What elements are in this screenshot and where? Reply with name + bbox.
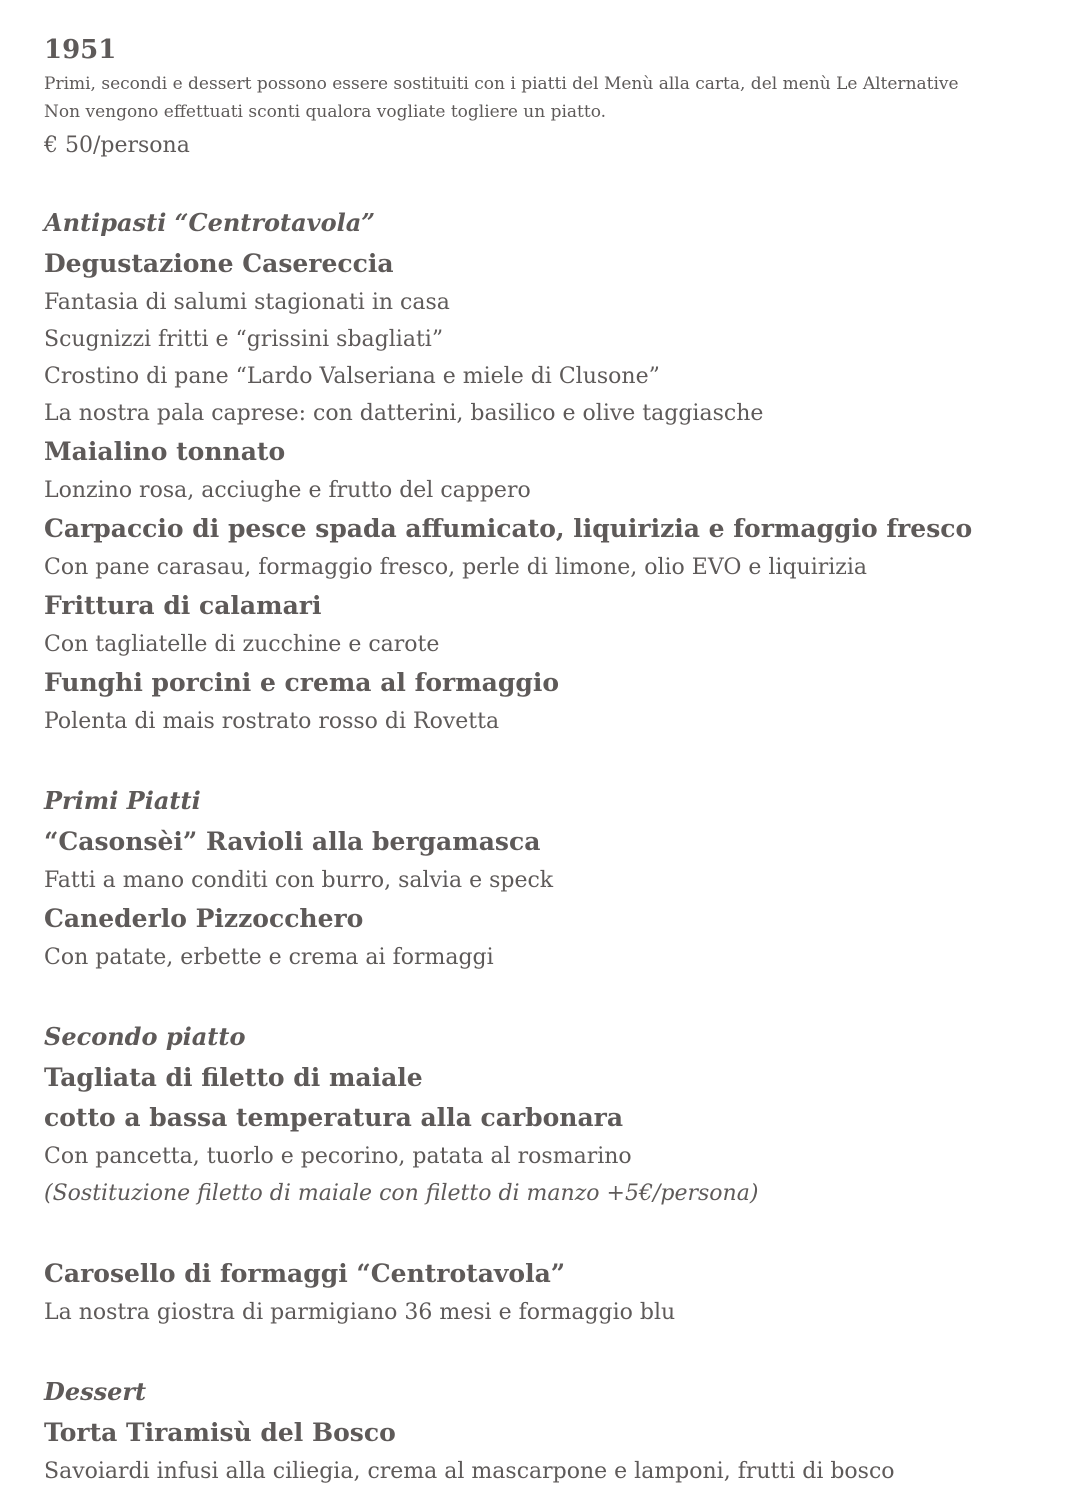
dish-description: La nostra pala caprese: con datterini, basilico e olive taggiasche [44, 401, 764, 426]
section-title: Primi Piatti [44, 786, 201, 815]
menu-price: € 50/persona [44, 133, 190, 158]
dish-description: Con tagliatelle di zucchine e carote [44, 632, 440, 657]
dish-name: Tagliata di filetto di maiale [44, 1063, 423, 1092]
dish-name: Degustazione Casereccia [44, 249, 394, 278]
dish [44, 244, 1044, 432]
menu-page [44, 30, 1044, 1490]
section-title: Dessert [44, 1377, 147, 1406]
dish-description: La nostra giostra di parmigiano 36 mesi e formaggio blu [44, 1300, 676, 1325]
dish [44, 1413, 1044, 1490]
dish [44, 899, 1044, 976]
dish-description: Crostino di pane “Lardo Valseriana e miele di Clusone” [44, 364, 660, 389]
dish-name: “Casonsèi” Ravioli alla bergamasca [44, 827, 541, 856]
dish-description: Savoiardi infusi alla ciliegia, crema al mascarpone e lamponi, frutti di bosco [44, 1459, 895, 1484]
dish-name: cotto a bassa temperatura alla carbonara [44, 1103, 624, 1132]
dish-description: Con pancetta, tuorlo e pecorino, patata al rosmarino [44, 1144, 632, 1169]
dish [44, 586, 1044, 663]
dish [44, 1058, 1044, 1212]
dish-name: Funghi porcini e crema al formaggio [44, 668, 559, 697]
dish-description: Con pane carasau, formaggio fresco, perle di limone, olio EVO e liquirizia [44, 555, 868, 580]
dish-name: Torta Tiramisù del Bosco [44, 1418, 396, 1447]
dish-name: Canederlo Pizzocchero [44, 904, 364, 933]
section-primi [44, 782, 1044, 976]
section-secondo [44, 1018, 1044, 1212]
dish [44, 509, 1044, 586]
dish-name: Carosello di formaggi “Centrotavola” [44, 1259, 566, 1288]
dish [44, 663, 1044, 740]
dish-description: Fantasia di salumi stagionati in casa [44, 290, 450, 315]
menu-title: 1951 [44, 35, 117, 65]
dish-note: (Sostituzione filetto di maiale con filetto di manzo +5€/persona) [44, 1181, 759, 1206]
section-formaggi [44, 1254, 1044, 1331]
menu-note: Primi, secondi e dessert possono essere sostituiti con i piatti del Menù alla carta, del menù Le Alternative [44, 74, 959, 94]
dish-description: Fatti a mano conditi con burro, salvia e speck [44, 868, 554, 893]
dish-description: Lonzino rosa, acciughe e frutto del cappero [44, 478, 531, 503]
menu-note: Non vengono effettuati sconti qualora vogliate togliere un piatto. [44, 102, 607, 122]
dish-name: Frittura di calamari [44, 591, 322, 620]
dish [44, 822, 1044, 899]
section-antipasti [44, 204, 1044, 740]
dish-name: Carpaccio di pesce spada affumicato, liquirizia e formaggio fresco [44, 514, 973, 543]
dish-description: Con patate, erbette e crema ai formaggi [44, 945, 494, 970]
dish [44, 1254, 1044, 1331]
section-title: Secondo piatto [44, 1022, 246, 1051]
section-dessert [44, 1373, 1044, 1490]
menu-header [44, 30, 1044, 166]
dish-name: Maialino tonnato [44, 437, 286, 466]
dish-description: Polenta di mais rostrato rosso di Rovetta [44, 709, 500, 734]
dish [44, 432, 1044, 509]
dish-description: Scugnizzi fritti e “grissini sbagliati” [44, 327, 444, 352]
section-title: Antipasti “Centrotavola” [44, 208, 376, 237]
